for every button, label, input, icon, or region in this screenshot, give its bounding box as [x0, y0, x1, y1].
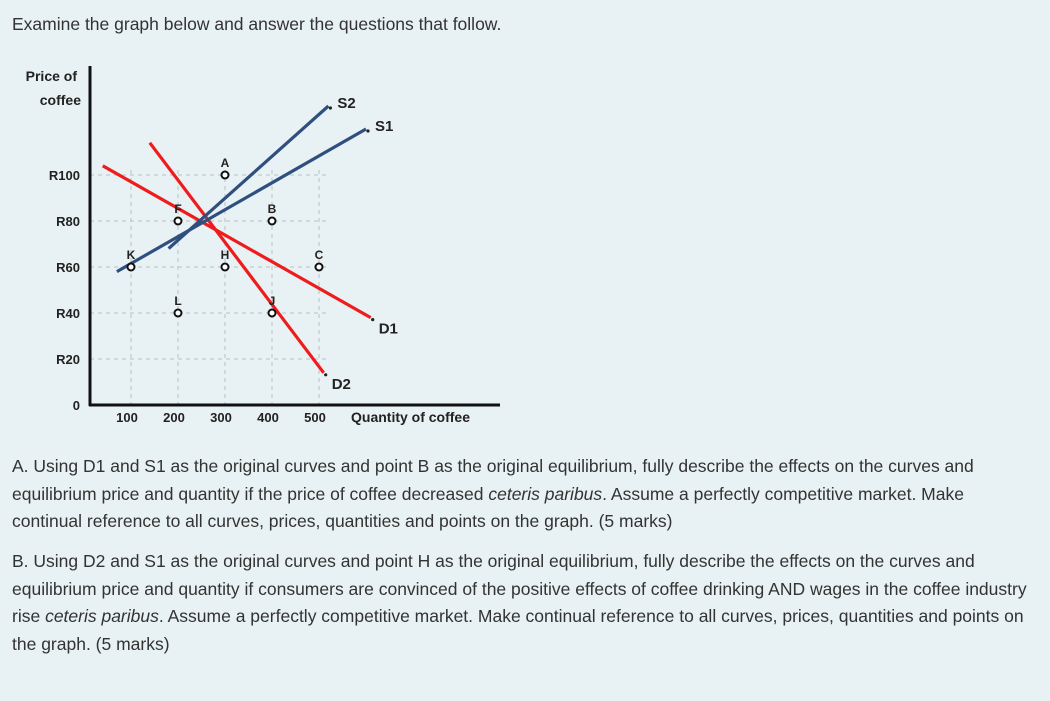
question-b-text-end: . Assume a perfectly competitive market. Make continual reference to all curves, prices, quantities and points on the graph. (5 marks) — [12, 606, 1024, 654]
x-tick-label: 200 — [163, 410, 185, 425]
point-k — [128, 264, 135, 271]
point-f — [175, 218, 182, 225]
question-b-emphasis: ceteris paribus — [45, 606, 159, 626]
axes-layer — [26, 66, 500, 425]
x-axis-label: Quantity of coffee — [351, 409, 471, 425]
y-axis-label-line2: coffee — [39, 92, 81, 108]
curve-end-dot-d1 — [371, 318, 374, 321]
point-label-j: J — [268, 294, 276, 308]
curve-label-d2: D2 — [331, 375, 351, 393]
y-axis-label-line1: Price of — [25, 68, 77, 84]
curve-label-d1: D1 — [378, 320, 398, 338]
question-a-emphasis: ceteris paribus — [488, 483, 603, 504]
x-tick-label: 400 — [257, 410, 279, 425]
curve-end-dot-s1 — [366, 129, 369, 132]
y-tick-label: R80 — [56, 214, 80, 229]
curve-end-dot-s2 — [329, 106, 332, 109]
question-b-text: B. Using D2 and S1 as the original curves and point H as the original equilibrium, fully describe the effects on the curves and equilibrium price and quantity if consumers are convinced of the positive effects of coffee drinking AND wages in the coffee industry rise — [12, 551, 1027, 626]
x-tick-label: 100 — [116, 410, 138, 425]
point-c — [316, 264, 323, 271]
curve-label-s1: S1 — [375, 118, 394, 135]
intro-text: Examine the graph below and answer the questions that follow. — [12, 14, 502, 34]
question-a-text: A. Using D1 and S1 as the original curves and point B as the original equilibrium, fully describe the effects on the curves and equilibrium price and quantity if the price of coffee decreased — [12, 456, 974, 504]
point-l — [175, 310, 182, 317]
curves-layer — [103, 95, 398, 393]
question-b — [12, 548, 1034, 658]
curve-end-dot-d2 — [324, 373, 327, 376]
y-tick-label: 0 — [72, 398, 80, 413]
x-tick-label: 300 — [210, 410, 232, 425]
point-h — [222, 264, 229, 271]
x-tick-label: 500 — [304, 410, 326, 425]
point-label-k: K — [126, 248, 136, 262]
point-label-a: A — [220, 156, 230, 170]
question-a-text-end: . Assume a perfectly competitive market. Make continual reference to all curves, prices, quantities and points on the graph. (5 marks) — [12, 483, 964, 531]
point-label-c: C — [314, 248, 324, 262]
point-label-l: L — [174, 294, 182, 308]
y-tick-label: R20 — [56, 352, 80, 367]
point-label-h: H — [220, 248, 230, 262]
supply-demand-chart — [0, 50, 520, 435]
point-j — [269, 310, 276, 317]
point-label-b: B — [267, 202, 277, 216]
question-a — [12, 453, 1034, 536]
y-tick-label: R60 — [56, 260, 80, 275]
point-b — [269, 218, 276, 225]
curve-d2 — [150, 143, 324, 373]
point-label-f: F — [174, 202, 182, 216]
y-tick-label: R40 — [56, 306, 80, 321]
y-tick-label: R100 — [48, 168, 80, 183]
curve-label-s2: S2 — [337, 95, 356, 112]
point-a — [222, 172, 229, 179]
grid-layer — [90, 170, 330, 405]
